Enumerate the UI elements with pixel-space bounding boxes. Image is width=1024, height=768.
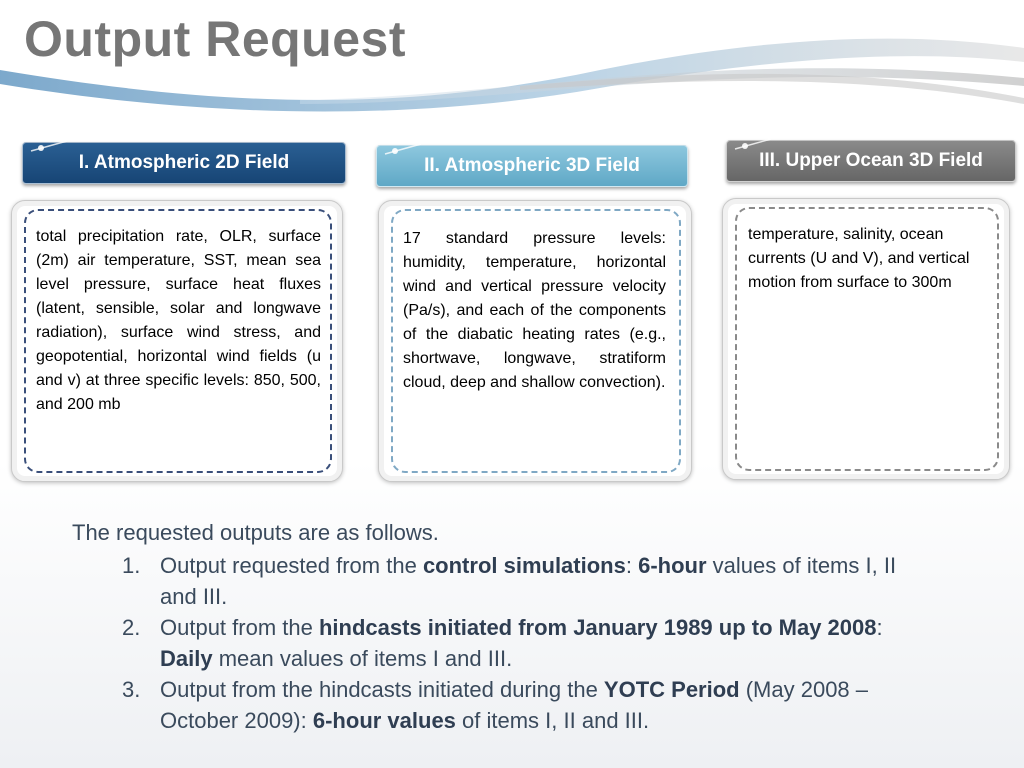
intro-text: The requested outputs are as follows. bbox=[72, 520, 439, 545]
list-item bbox=[110, 674, 930, 736]
field-header-atmospheric-2d bbox=[22, 142, 346, 184]
list-emphasis: control simulations bbox=[422, 553, 626, 578]
field-description: total precipitation rate, OLR, surface (2m) air temperature, SST, mean sea level pressure, surface heat fluxes (latent, sensible, solar and longwave radiation), surface wind stress, and geopotential, horizontal wind fields (u and v) at three specific levels: 850, 500, and 200 mb bbox=[36, 228, 321, 413]
field-card-upper-ocean-3d bbox=[722, 198, 1010, 480]
list-text: : bbox=[876, 615, 883, 640]
list-item bbox=[110, 550, 930, 612]
page-title: Output Request bbox=[24, 11, 406, 67]
list-text: : bbox=[625, 553, 639, 578]
list-text: (May 2008 – October 2009): bbox=[160, 677, 869, 733]
list-emphasis: YOTC Period bbox=[603, 677, 740, 702]
sparkle-icon bbox=[29, 137, 69, 157]
field-description: temperature, salinity, ocean currents (U and V), and vertical motion from surface to 300m bbox=[748, 226, 970, 291]
list-number: 1. bbox=[122, 553, 141, 578]
output-list bbox=[110, 550, 930, 736]
list-text: Output requested from the bbox=[160, 553, 423, 578]
list-number: 2. bbox=[122, 615, 141, 640]
list-emphasis: 6-hour bbox=[638, 553, 707, 578]
sparkle-icon bbox=[383, 140, 423, 160]
list-text: values of items I, II and III. bbox=[160, 553, 897, 609]
field-header-label: I. Atmospheric 2D Field bbox=[78, 152, 290, 173]
list-text: of items I, II and III. bbox=[455, 708, 650, 733]
list-emphasis: 6-hour values bbox=[312, 708, 456, 733]
field-card-atmospheric-2d bbox=[11, 200, 343, 482]
list-text: Output from the bbox=[160, 615, 319, 640]
list-emphasis: hindcasts initiated from January 1989 up to May 2008 bbox=[318, 615, 877, 640]
field-header-atmospheric-3d bbox=[376, 145, 688, 187]
list-item bbox=[110, 612, 930, 674]
field-header-label: II. Atmospheric 3D Field bbox=[424, 155, 640, 176]
list-emphasis: Daily bbox=[160, 646, 213, 671]
sparkle-icon bbox=[733, 135, 773, 155]
field-card-atmospheric-3d bbox=[378, 200, 692, 482]
list-number: 3. bbox=[122, 677, 141, 702]
list-text: Output from the hindcasts initiated during the bbox=[160, 677, 604, 702]
field-header-label: III. Upper Ocean 3D Field bbox=[759, 150, 983, 171]
list-text: mean values of items I and III. bbox=[212, 646, 513, 671]
field-header-upper-ocean-3d bbox=[726, 140, 1016, 182]
field-description: 17 standard pressure levels: humidity, temperature, horizontal wind and vertical pressure velocity (Pa/s), and each of the components of the diabatic heating rates (e.g., shortwave, longwave, stratiform cloud, deep and shallow convection). bbox=[403, 230, 666, 391]
